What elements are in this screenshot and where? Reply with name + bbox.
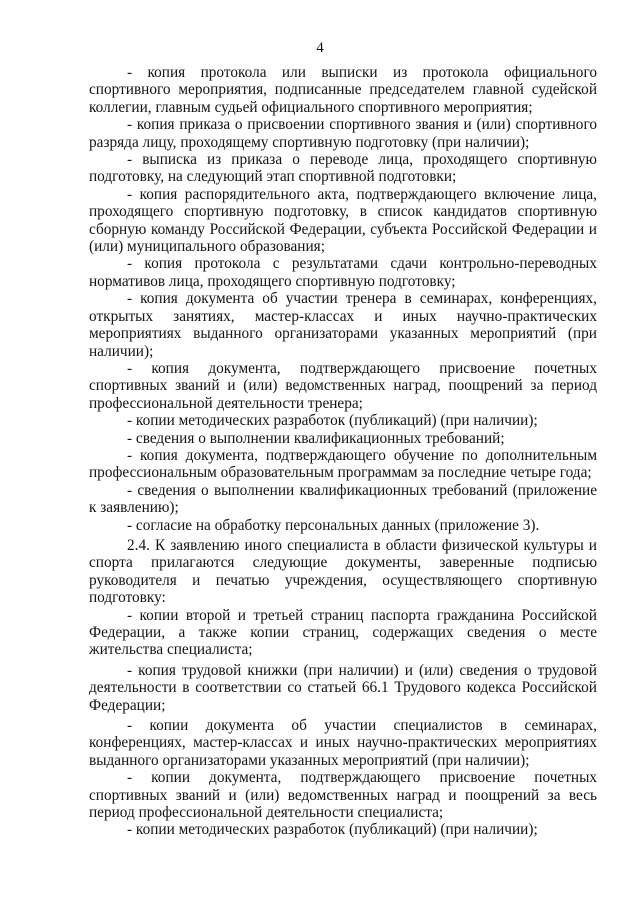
list-item: - копии документа, подтверждающего присвоение почетных спортивных званий и (или) ведомственных наград и поощрений за весь период профессиональной деятельности специалиста; — [89, 769, 597, 822]
list-item: - копия документа, подтверждающего обучение по дополнительным профессиональным образовательным программам за последние четыре года; — [89, 446, 597, 482]
list-item: - копии методических разработок (публикаций) (при наличии); — [127, 821, 538, 839]
list-item: - копия протокола с результатами сдачи контрольно-переводных нормативов лица, проходящего спортивную подготовку; — [89, 255, 597, 290]
list-item: - копии документа об участии специалистов в семинарах, конференциях, мастер-классах и иных научно-практических мероприятиях выданного организаторами указанных мероприятий (при наличии); — [89, 717, 597, 769]
list-item: - выписка из приказа о переводе лица, проходящего спортивную подготовку, на следующий этап спортивной подготовки; — [89, 151, 597, 186]
document-body — [89, 64, 597, 839]
list-item: - копии второй и третьей страниц паспорта гражданина Российской Федерации, а также копии страниц, содержащих сведения о месте жительства специалиста; — [89, 606, 597, 659]
list-item: - копия трудовой книжки (при наличии) и (или) сведения о трудовой деятельности в соответствии со статьей 66.1 Трудового кодекса Российской Федерации; — [89, 661, 597, 714]
section-paragraph-2-4: 2.4. К заявлению иного специалиста в области физической культуры и спорта прилагаются следующие документы, заверенные подписью руководителя и печатью учреждения, осуществляющего спортивную подготовку: — [89, 536, 597, 607]
list-item: - сведения о выполнении квалификационных требований (приложение к заявлению); — [89, 481, 597, 517]
list-item: - копия распорядительного акта, подтверждающего включение лица, проходящего спортивную подготовку, в список кандидатов спортивную сборную команду Российской Федерации, субъекта Российской Федерации и (или) муниципального образования; — [89, 185, 597, 256]
list-item: - копия документа об участии тренера в семинарах, конференциях, открытых занятиях, мастер-классах и иных научно-практических мероприятиях выданного организаторами указанных мероприятий (при наличии); — [89, 290, 597, 360]
page-number: 4 — [316, 40, 324, 56]
list-item: - копия документа, подтверждающего присвоение почетных спортивных званий и (или) ведомственных наград, поощрений за период профессиональной деятельности тренера; — [89, 359, 597, 412]
list-item: - сведения о выполнении квалификационных требований; — [127, 429, 505, 447]
list-item: - копия приказа о присвоении спортивного звания и (или) спортивного разряда лицу, проходящему спортивную подготовку (при наличии); — [89, 116, 597, 151]
list-item: - копия протокола или выписки из протокола официального спортивного мероприятия, подписанные председателем главной судейской коллегии, главным судьей официального спортивного мероприятия; — [89, 64, 597, 116]
list-item: - согласие на обработку персональных данных (приложение 3). — [127, 516, 540, 534]
list-item: - копии методических разработок (публикаций) (при наличии); — [127, 412, 538, 430]
